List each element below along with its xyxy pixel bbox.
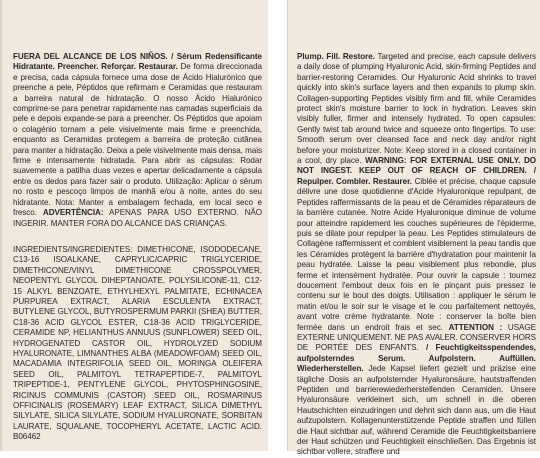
panel-edge [0,0,2,451]
fr-body: Ciblée et précise, chaque capsule délivre une dose quotidienne d'Acide Hyaluronique repulpant, de Peptides raffermissants de la peau et de Céramides réparateurs de la barrière cutanée. Notre Acide Hyaluronique diminue de volume pour atteindre rapidement les couches supérieures de l'épiderme, puis se dilate pour repulper la peau. Les Peptides stimulateurs de Collagène raffermissent et comblent visiblement la peau tandis que les Céramides protègent la barrière d'hydratation pour maintenir la peau hydratée. Laisse la peau visiblement plus rebondie, plus ferme et intensément hydratée. Pour ouvrir la capsule : tournez doucement l'embout deux fois en le pinçant puis pressez le contenu sur le bout des doigts. Utilisation : appliquer le sérum le matin et/ou le soir sur le visage et le cou parfaitement nettoyés, avant votre crème hydratante. Note : conserver la boîte bien fermée dans un endroit frais et sec. [297,176,537,332]
en-body: Targeted and precise, each capsule delivers a daily dose of plumping Hyaluronic Acid, skin-firming Peptides and barrier-restoring Ceramides. Our Hyaluronic Acid shrinks to travel quickly into skin's surface layers and then expands to plump skin. Collagen-supporting Peptides visibly firm and fill, while Ceramides protect skin's moisture barrier to lock in hydration. Leaves skin visibly fuller, firmer and intensely hydrated. To open capsules: Gently twist tab around twice and squeeze onto fingertips. To use: Smooth serum over cleansed face and neck day and/or night before your moisturizer. Note: Keep stored in a closed container in a cool, dry place. [297,52,536,166]
fr-heading: / Repulper. Combler. Restaurer. [297,166,536,186]
ingredients-list: INGREDIENTS/INGREDIENTES: DIMETHICONE, ISODODECANE, C13-16 ISOALKANE, CAPRYLIC/CAPRIC TRIGLYCERIDE, DIMETHICONE/VINYL DIMETHICONE CROSSPOLYMER, NEOPENTYL GLYCOL DIHEPTANOATE, POLYSILICONE-11, C12-15 ALKYL BENZOATE, ETHYLHEXYL PALMITATE, ECHINACEA PURPUREA EXTRACT, ALARIA ESCULENTA EXTRACT, BUTYLENE GLYCOL, BUTYROSPERMUM PARKII (SHEA) BUTTER, C18-36 ACID GLYCOL ESTER, C18-36 ACID TRIGLYCERIDE, CERAMIDE NP, HELIANTHUS ANNUUS (SUNFLOWER) SEED OIL, HYDROGENATED CASTOR OIL, HYDROLYZED SODIUM HYALURONATE, LIMNANTHES ALBA (MEADOWFOAM) SEED OIL, MACADAMIA INTEGRIFOLIA SEED OIL, MORINGA OLEIFERA SEED OIL, PALMITOYL TETRAPEPTIDE-7, PALMITOYL TRIPEPTIDE-1, PENTYLENE GLYCOL, PHYTOSPHINGOSINE, RICINUS COMMUNIS (CASTOR) SEED OIL, ROSMARINUS OFFICINALIS (ROSEMARY) LEAF EXTRACT, SILICA DIMETHYL SILYLATE, SILICA SILYLATE, SODIUM HYALURONATE, SORBITAN LAURATE, SQUALANE, TOCOPHERYL ACETATE, LACTIC ACID. B06462 [13,244,262,442]
en-heading: Plump. Fill. Restore. [297,52,375,61]
left-label-panel [0,0,268,451]
fr-warning: ATTENTION : [448,322,503,332]
fr-tail: USAGE EXTERNE UNIQUEMENT. NE PAS AVALER. CONSERVER HORS DE PORTÉE DES ENFANTS. [297,322,536,353]
de-heading: / Feuchtigkeitsspendendes, aufpolsterndes Serum. Aufpolstern. Auffüllen. Wiederherstellen. [297,343,536,374]
pt-warning: ADVERTÊNCIA: [42,208,104,218]
pt-body: De forma direccionada e precisa, cada cápsula fornece uma dose de Ácido Hialurónico que preenche a pele, Péptidos que refirmam e Ceramidas que restauram a barreira natural de hidratação. O nosso Ácido Hialurónico comprime-se para penetrar rapidamente nas camadas superficiais da pele e depois expande-se para a preencher. Os Péptidos que apoiam o colagénio tornam a pele visivelmente mais firme e preenchida, enquanto as Ceramidas protegem a barreira de proteção cutânea para manter a hidratação. Deixa a pele visivelmente mais densa, mais firme e intensamente hidratada. Para abrir as cápsulas: Rodar suavemente a patilha duas vezes e apertar delicadamente a cápsula entre os dedos para fazer sair o produto. Utilização: Aplicar o sérum no rosto e pescoço limpos de manhã e/ou à noite, antes do seu hidratante. Nota: Manter a embalagem fechada, em local seco e fresco. [13,62,262,218]
en-warning: WARNING: FOR EXTERNAL USE ONLY. DO NOT INGEST. KEEP OUT OF REACH OF CHILDREN. [297,156,536,176]
portuguese-section [13,52,262,229]
de-body: Jede Kapsel liefert gezielt und präzise eine tägliche Dosis an aufpolsternder Hyaluronsäure, hautstraffenden Peptiden und barrierewiederherstellenden Ceramiden. Unsere Hyaluronsäure verkleinert sich, um schnell in die oberen Hautschichten einzudringen und dehnt sich dann aus, um die Haut aufzupolstern. Kollagenunterstützende Peptide straffen und füllen die Haut sichtbar auf, während Ceramide die Feuchtigkeitsbarriere der Haut schützen und Feuchtigkeit einschließen. Das Ergebnis ist sichtbar vollere, straffere und [297,364,536,457]
pt-tail: APENAS PARA USO EXTERNO. NÃO INGERIR. MANTER FORA DO ALCANCE DAS CRIANÇAS. [13,208,262,228]
pt-heading: FUERA DEL ALCANCE DE LOS NIÑOS. / Sérum Redensificante Hidratante. Preencher. Reforçar. Restaurar. [13,52,262,72]
multilingual-section [297,52,536,458]
right-label-panel [287,0,540,457]
